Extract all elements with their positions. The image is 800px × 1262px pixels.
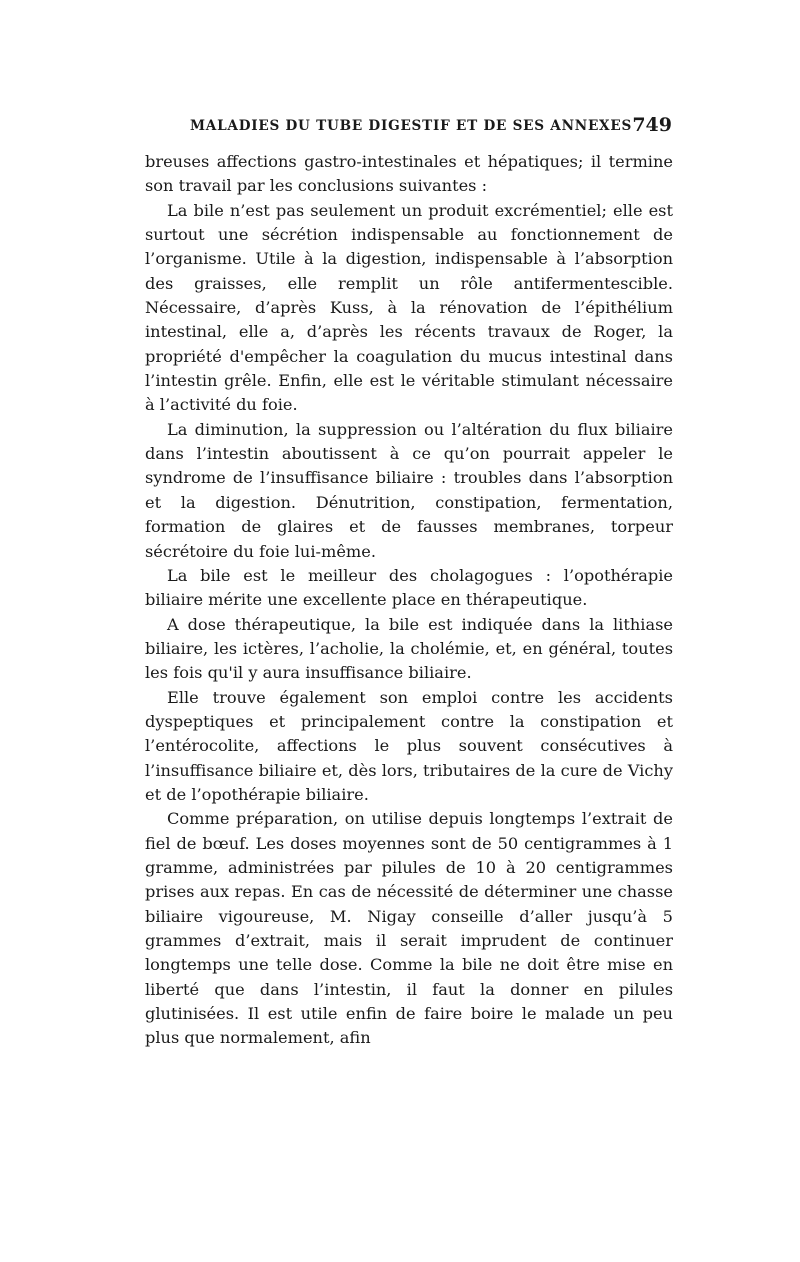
running-title: MALADIES DU TUBE DIGESTIF ET DE SES ANNEXES (190, 118, 633, 134)
body-text (145, 150, 673, 1051)
page-number: 749 (632, 114, 672, 136)
paragraph: La bile est le meilleur des cholagogues : l’opothérapie biliaire mérite une excellente place en thérapeutique. (145, 565, 673, 610)
paragraph: Elle trouve également son emploi contre les accidents dyspeptiques et principalement contre la constipation et l’entérocolite, affections le plus souvent consécutives à l’insuffisance biliaire et, dès lors, tributaires de la cure de Vichy et de l’opothérapie biliaire. (145, 687, 673, 804)
paragraph: A dose thérapeutique, la bile est indiquée dans la lithiase biliaire, les ictères, l’acholie, la cholémie, et, en général, toutes les fois qu'il y aura insuffisance biliaire. (145, 614, 673, 683)
running-head (145, 114, 675, 144)
paragraph: La diminution, la suppression ou l’altération du flux biliaire dans l’intestin aboutissent à ce qu’on pourrait appeler le syndrome de l’insuffisance biliaire : troubles dans l’absorption et la digestion. Dénutrition, constipation, fermentation, formation de glaires et de fausses membranes, torpeur sécrétoire du foie lui-même. (145, 419, 673, 561)
paragraph: Comme préparation, on utilise depuis longtemps l’extrait de fiel de bœuf. Les doses moyennes sont de 50 centigrammes à 1 gramme, administrées par pilules de 10 à 20 centigrammes prises aux repas. En cas de nécessité de déterminer une chasse biliaire vigoureuse, M. Nigay conseille d’aller jusqu’à 5 grammes d’extrait, mais il serait imprudent de continuer longtemps une telle dose. Comme la bile ne doit être mise en liberté que dans l’intestin, il faut la donner en pilules glutinisées. Il est utile enfin de faire boire le malade un peu plus que normalement, afin (145, 809, 673, 1048)
paragraph: La bile n’est pas seulement un produit excrémentiel; elle est surtout une sécrétion indispensable au fonctionnement de l’organisme. Utile à la digestion, indispensable à l’absorption des graisses, elle remplit un rôle antifermentescible. Nécessaire, d’après Kuss, à la rénovation de l’épithélium intestinal, elle a, d’après les récents travaux de Roger, la propriété d'empêcher la coagulation du mucus intestinal dans l’intestin grêle. Enfin, elle est le véritable stimulant nécessaire à l’activité du foie. (145, 200, 673, 415)
paragraph-continuation: breuses affections gastro-intestinales et hépatiques; il termine son travail par les conclusions suivantes : (145, 152, 673, 196)
